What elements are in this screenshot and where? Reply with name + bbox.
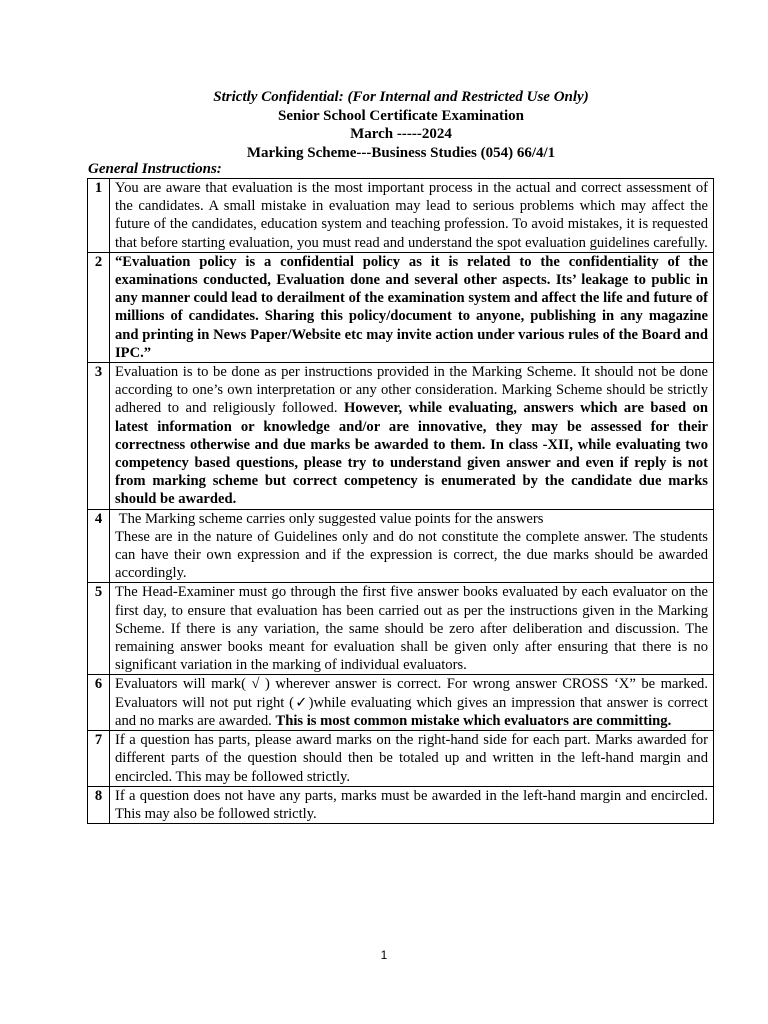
table-row — [88, 675, 714, 731]
table-row — [88, 731, 714, 787]
item-number: 6 — [88, 675, 110, 731]
item-number: 1 — [88, 179, 110, 253]
item-body: The Head-Examiner must go through the first five answer books evaluated by each evaluator on the first day, to ensure that evaluation has been carried out as per the instructions given in the Marking Scheme. If there is any variation, the same should be zero after deliberation and discussion. The remaining answer books meant for evaluation shall be given only after ensuring that there is no significant variation in the marking of individual evaluators. — [115, 584, 708, 674]
item-text — [110, 583, 714, 675]
item-number: 7 — [88, 731, 110, 787]
table-row — [88, 583, 714, 675]
item-body: Evaluators will mark( √ ) wherever answer is correct. For wrong answer CROSS ‘X” be marked. Evaluators will not put right (✓)while evaluating which gives an impression that answer is correct and no marks are awarded. — [115, 676, 708, 729]
item-number: 3 — [88, 363, 110, 510]
item-body: Evaluation is to be done as per instructions provided in the Marking Scheme. It should not be done according to one’s own interpretation or any other consideration. Marking Scheme should be strictly adhered to and religiously followed. — [115, 364, 708, 417]
item-body: These are in the nature of Guidelines only and do not constitute the complete answer. The students can have their own expression and if the expression is correct, the due marks should be awarded accordingly. — [115, 528, 708, 582]
page-number: 1 — [380, 948, 388, 962]
item-text — [110, 363, 714, 510]
item-bold-text: “Evaluation policy is a confidential policy as it is related to the confidentiality of the examinations conducted, Evaluation done and several other aspects. Its’ leakage to public in any manner could lead to derailment of the examination system and affect the life and future of millions of candidates. Sharing this policy/document to anyone, publishing in any magazine and printing in News Paper/Website etc may invite action under various rules of the Board and IPC.” — [115, 253, 708, 361]
item-body: If a question does not have any parts, marks must be awarded in the left-hand margin and encircled. This may also be followed strictly. — [115, 787, 708, 822]
table-row — [88, 509, 714, 583]
instructions-table — [87, 178, 714, 824]
item-text — [110, 252, 714, 362]
confidential-notice: Strictly Confidential: (For Internal and Restricted Use Only) — [213, 89, 589, 105]
table-row — [88, 363, 714, 510]
item-body: You are aware that evaluation is the most important process in the actual and correct assessment of the candidates. A small mistake in evaluation may lead to serious problems which may affect the future of the candidates, education system and teaching profession. To avoid mistakes, it is requested that before starting evaluation, you must read and understand the spot evaluation guidelines carefully. — [115, 180, 708, 251]
table-row — [88, 179, 714, 253]
general-instructions-heading: General Instructions: — [88, 161, 222, 177]
item-number: 4 — [88, 509, 110, 583]
item-text — [110, 675, 714, 731]
item-text — [110, 786, 714, 823]
document-header — [88, 88, 714, 162]
exam-session: March -----2024 — [350, 126, 452, 142]
item-text — [110, 731, 714, 787]
item-number: 2 — [88, 252, 110, 362]
table-row — [88, 786, 714, 823]
item-bold-text: However, while evaluating, answers which are based on latest information or knowledge and/or are innovative, they may be assessed for their correctness otherwise and due marks be awarded to them. In class -XII, while evaluating two competency based questions, please try to understand given answer and even if reply is not from marking scheme but correct competency is enumerated by the candidate due marks should be awarded. — [115, 400, 708, 508]
item-body: If a question has parts, please award marks on the right-hand side for each part. Marks awarded for different parts of the question should then be totaled up and written in the left-hand margin and encircled. This may be followed strictly. — [115, 732, 708, 785]
item-text — [110, 179, 714, 253]
table-row — [88, 252, 714, 362]
exam-title: Senior School Certificate Examination — [278, 107, 524, 124]
item-number: 8 — [88, 786, 110, 823]
item-text — [110, 509, 714, 583]
item-bold-text: This is most common mistake which evaluators are committing. — [275, 712, 672, 729]
marking-scheme-title: Marking Scheme---Business Studies (054) 66/4/1 — [246, 144, 556, 161]
item-first-line: The Marking scheme carries only suggested value points for the answers — [118, 510, 544, 527]
item-number: 5 — [88, 583, 110, 675]
